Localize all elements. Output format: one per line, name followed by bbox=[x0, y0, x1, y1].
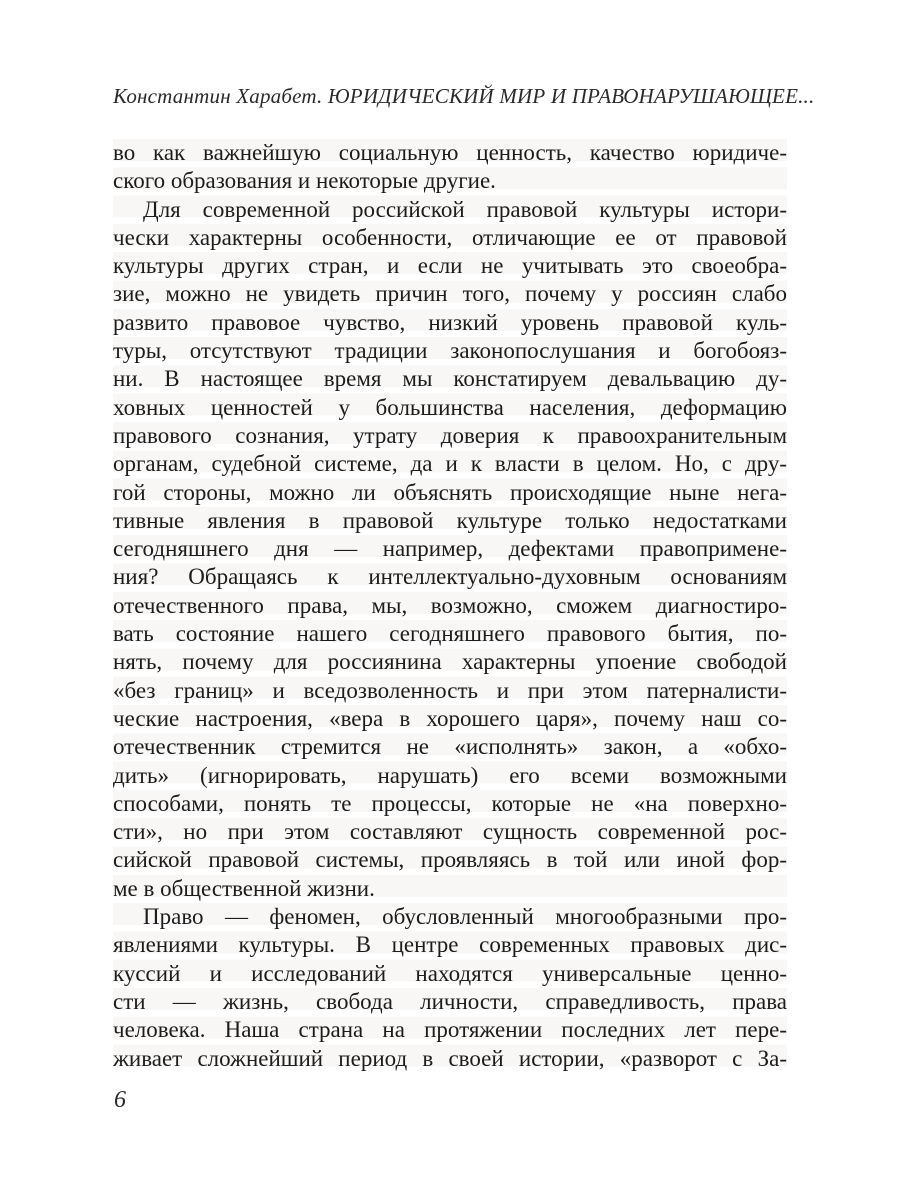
text-line: во как важнейшую социальную ценность, качество юридиче- bbox=[113, 140, 787, 165]
text-line: человека. Наша страна на протяжении последних лет пере- bbox=[113, 1017, 787, 1043]
paragraph bbox=[113, 139, 787, 196]
text-line: туры, отсутствуют традиции законопослушания и богобояз- bbox=[113, 338, 787, 364]
text-line: ния? Обращаясь к интеллектуально-духовным основаниям bbox=[113, 564, 787, 590]
running-header: Константин Харабет. ЮРИДИЧЕСКИЙ МИР И ПРАВОНАРУШАЮЩЕЕ... bbox=[113, 84, 815, 108]
text-line: явлениями культуры. В центре современных правовых дис- bbox=[113, 932, 787, 958]
text-line: ни. В настоящее время мы констатируем девальвацию ду- bbox=[113, 366, 787, 392]
page-number: 6 bbox=[114, 1087, 126, 1113]
text-line: сти», но при этом составляют сущность современной рос- bbox=[113, 819, 787, 845]
text-line: ме в общественной жизни. bbox=[113, 875, 375, 901]
text-line: Для современной российской правовой культуры истори- bbox=[143, 196, 787, 222]
text-line: сегодняшнего дня — например, дефектами правопримене- bbox=[113, 536, 787, 562]
text-line: ховных ценностей у большинства населения, деформацию bbox=[113, 394, 787, 420]
text-block bbox=[113, 139, 787, 1073]
text-line: культуры других стран, и если не учитывать это своеобра- bbox=[113, 253, 787, 279]
text-line: сийской правовой системы, проявляясь в той или иной фор- bbox=[113, 847, 787, 873]
text-line: ческие настроения, «вера в хорошего царя», почему наш со- bbox=[113, 705, 787, 731]
text-line: дить» (игнорировать, нарушать) его всеми возможными bbox=[113, 762, 787, 788]
paragraph bbox=[113, 196, 787, 903]
paragraph bbox=[113, 903, 787, 1073]
text-line: зие, можно не увидеть причин того, почему у россиян слабо bbox=[113, 281, 787, 307]
text-line: отечественник стремится не «исполнять» закон, а «обхо- bbox=[113, 734, 787, 760]
text-line: нять, почему для россиянина характерны упоение свободой bbox=[113, 649, 787, 675]
text-line: правового сознания, утрату доверия к правоохранительным bbox=[113, 422, 787, 448]
text-line: сти — жизнь, свобода личности, справедливость, права bbox=[113, 988, 787, 1014]
text-line: отечественного права, мы, возможно, сможем диагностиро- bbox=[113, 592, 787, 618]
text-line: гой стороны, можно ли объяснять происходящие ныне нега- bbox=[113, 479, 787, 505]
text-line: развито правовое чувство, низкий уровень правовой куль- bbox=[113, 309, 787, 335]
text-line: органам, судебной системе, да и к власти в целом. Но, с дру- bbox=[113, 451, 787, 477]
text-line: Право — феномен, обусловленный многообразными про- bbox=[143, 904, 787, 930]
text-line: куссий и исследований находятся универсальные ценно- bbox=[113, 960, 787, 986]
text-line: тивные явления в правовой культуре только недостатками bbox=[113, 507, 787, 533]
text-line: способами, понять те процессы, которые не «на поверхно- bbox=[113, 790, 787, 816]
text-line: вать состояние нашего сегодняшнего правового бытия, по- bbox=[113, 621, 787, 647]
text-line: «без границ» и вседозволенность и при этом патерналисти- bbox=[113, 677, 787, 703]
text-line: живает сложнейший период в своей истории, «разворот с За- bbox=[113, 1045, 787, 1071]
text-line: ского образования и некоторые другие. bbox=[113, 168, 496, 194]
text-line: чески характерны особенности, отличающие ее от правовой bbox=[113, 224, 787, 250]
